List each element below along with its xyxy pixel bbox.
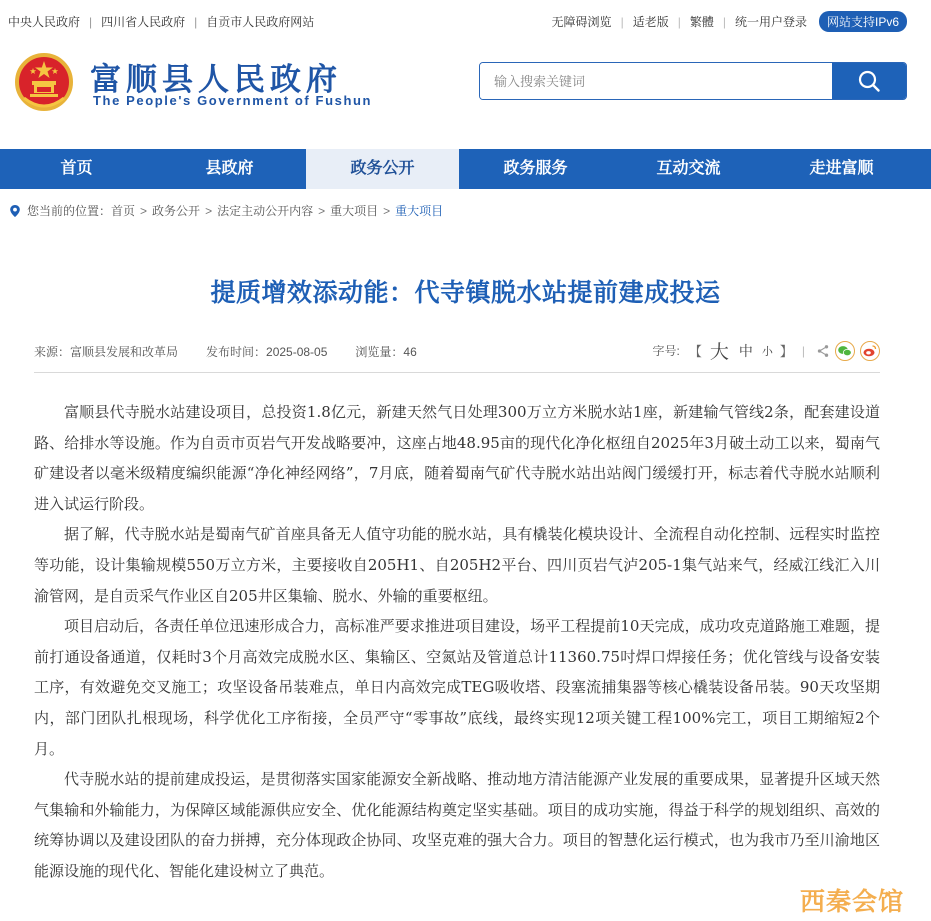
nav-home[interactable]: 首页	[60, 160, 93, 177]
font-size-label: 字号:	[652, 344, 680, 358]
article-source: 来源：富顺县发展和改革局	[34, 345, 179, 359]
link-sichuan-government[interactable]: 四川省人民政府	[101, 15, 186, 29]
search-input[interactable]	[480, 63, 834, 99]
breadcrumb	[8, 202, 443, 219]
nav-government-services[interactable]: 政务服务	[503, 160, 568, 177]
share-icon[interactable]	[816, 344, 830, 358]
article-paragraph: 据了解，代寺脱水站是蜀南气矿首座具备无人值守功能的脱水站，具有橇装化模块设计、全流程自动化控制、远程实时监控等功能，设计集输规模550万立方米，主要接收自205H1、自205H2平台、四川页岩气泸205-1集气站来气，经威江线汇入川渝管网，是自贡采气作业区自205井区集输、脱水、外输的重要枢纽。	[34, 525, 880, 605]
nav-county-government[interactable]: 县政府	[205, 160, 254, 177]
article-content	[34, 397, 880, 887]
elderly-mode-link[interactable]: 适老版	[632, 15, 669, 29]
view-count: 浏览量：46	[355, 345, 417, 359]
breadcrumb-separator: >	[383, 203, 391, 218]
font-size-large[interactable]: 大	[709, 342, 729, 363]
ipv6-badge: 网站支持IPv6	[819, 11, 907, 32]
link-central-government[interactable]: 中央人民政府	[8, 15, 81, 29]
publish-date: 发布时间：2025-08-05	[206, 345, 328, 359]
wechat-share-icon[interactable]	[835, 341, 855, 361]
search-icon	[857, 69, 881, 93]
font-size-small[interactable]: 小	[761, 345, 773, 358]
separator: |	[801, 343, 805, 358]
breadcrumb-current[interactable]: 重大项目	[395, 204, 444, 218]
nav-government-affairs-disclosure[interactable]: 政务公开	[306, 149, 459, 189]
breadcrumb-statutory-disclosure[interactable]: 法定主动公开内容	[217, 204, 314, 218]
search-box	[479, 62, 907, 100]
accessibility-link[interactable]: 无障碍浏览	[551, 15, 612, 29]
article-paragraph: 富顺县代寺脱水站建设项目，总投资1.8亿元，新建天然气日处理300万立方米脱水站1座，新建输气管线2条，配套建设道路、给排水等设施。作为自贡市页岩气开发战略要冲，这座占地48.95亩的现代化净化枢纽自2025年3月破土动工以来，蜀南气矿建设者以毫米级精度编织能源“净化神经网络”，7月底，随着蜀南气矿代寺脱水站出站阀门缓缓打开，标志着代寺脱水站顺利进入试运行阶段。	[34, 403, 880, 513]
location-pin-icon	[8, 204, 22, 218]
separator: |	[722, 14, 726, 29]
breadcrumb-home[interactable]: 首页	[111, 204, 136, 218]
article-meta	[34, 339, 880, 373]
top-links	[8, 13, 314, 30]
national-emblem-icon	[14, 52, 74, 114]
top-right-links	[552, 11, 907, 32]
article-paragraph: 代寺脱水站的提前建成投运，是贯彻落实国家能源安全新战略、推动地方清洁能源产业发展的重要成果，显著提升区域天然气集输和外输能力，为保障区域能源供应安全、优化能源结构奠定坚实基础。项目的成功实施，得益于科学的规划组织、高效的统筹协调以及建设团队的奋力拼搏，充分体现政企协同、攻坚克难的强大合力。项目的智慧化运行模式，也为我市乃至川渝地区能源设施的现代化、智能化建设树立了典范。	[34, 770, 880, 880]
nav-about-fushun[interactable]: 走进富顺	[809, 160, 874, 177]
breadcrumb-prefix: 您当前的位置：	[27, 204, 112, 218]
separator: |	[89, 14, 93, 29]
nav-interaction[interactable]: 互动交流	[656, 160, 721, 177]
unified-login-link[interactable]: 统一用户登录	[734, 15, 807, 29]
search-button[interactable]	[832, 63, 906, 99]
breadcrumb-government-affairs[interactable]: 政务公开	[152, 204, 201, 218]
link-zigong-government[interactable]: 自贡市人民政府网站	[206, 15, 315, 29]
article-paragraph: 项目启动后，各责任单位迅速形成合力，高标准严要求推进项目建设，场平工程提前10天完成，成功攻克道路施工难题，提前打通设备通道，仅耗时3个月高效完成脱水区、集输区、空氮站及管道总计11360.75吋焊口焊接任务；优化管线与设备安装工序，有效避免交叉施工；攻坚设备吊装难点，单日内高效完成TEG吸收塔、段塞流捕集器等核心橇装设备吊装。90天攻坚期内，部门团队扎根现场，科学优化工序衔接，全员严守“零事故”底线，最终实现12项关键工程100%完工，项目工期缩短2个月。	[34, 617, 880, 758]
font-size-medium[interactable]: 中	[738, 342, 753, 359]
bracket-close: 】	[779, 344, 793, 359]
breadcrumb-separator: >	[318, 203, 326, 218]
separator: |	[677, 14, 681, 29]
top-bar	[0, 0, 931, 40]
separator: |	[620, 14, 624, 29]
main-nav	[0, 149, 931, 189]
breadcrumb-major-projects[interactable]: 重大项目	[330, 204, 379, 218]
site-subtitle: The People's Government of Fushun	[93, 93, 373, 108]
breadcrumb-separator: >	[205, 203, 213, 218]
watermark: 西秦会馆	[800, 887, 905, 916]
article-title: 提质增效添动能：代寺镇脱水站提前建成投运	[210, 279, 721, 307]
bracket-open: 【	[688, 344, 702, 359]
traditional-chinese-link[interactable]: 繁體	[689, 15, 714, 29]
weibo-share-icon[interactable]	[860, 341, 880, 361]
separator: |	[194, 14, 198, 29]
breadcrumb-separator: >	[140, 203, 148, 218]
site-title[interactable]: 富顺县人民政府	[90, 62, 342, 98]
